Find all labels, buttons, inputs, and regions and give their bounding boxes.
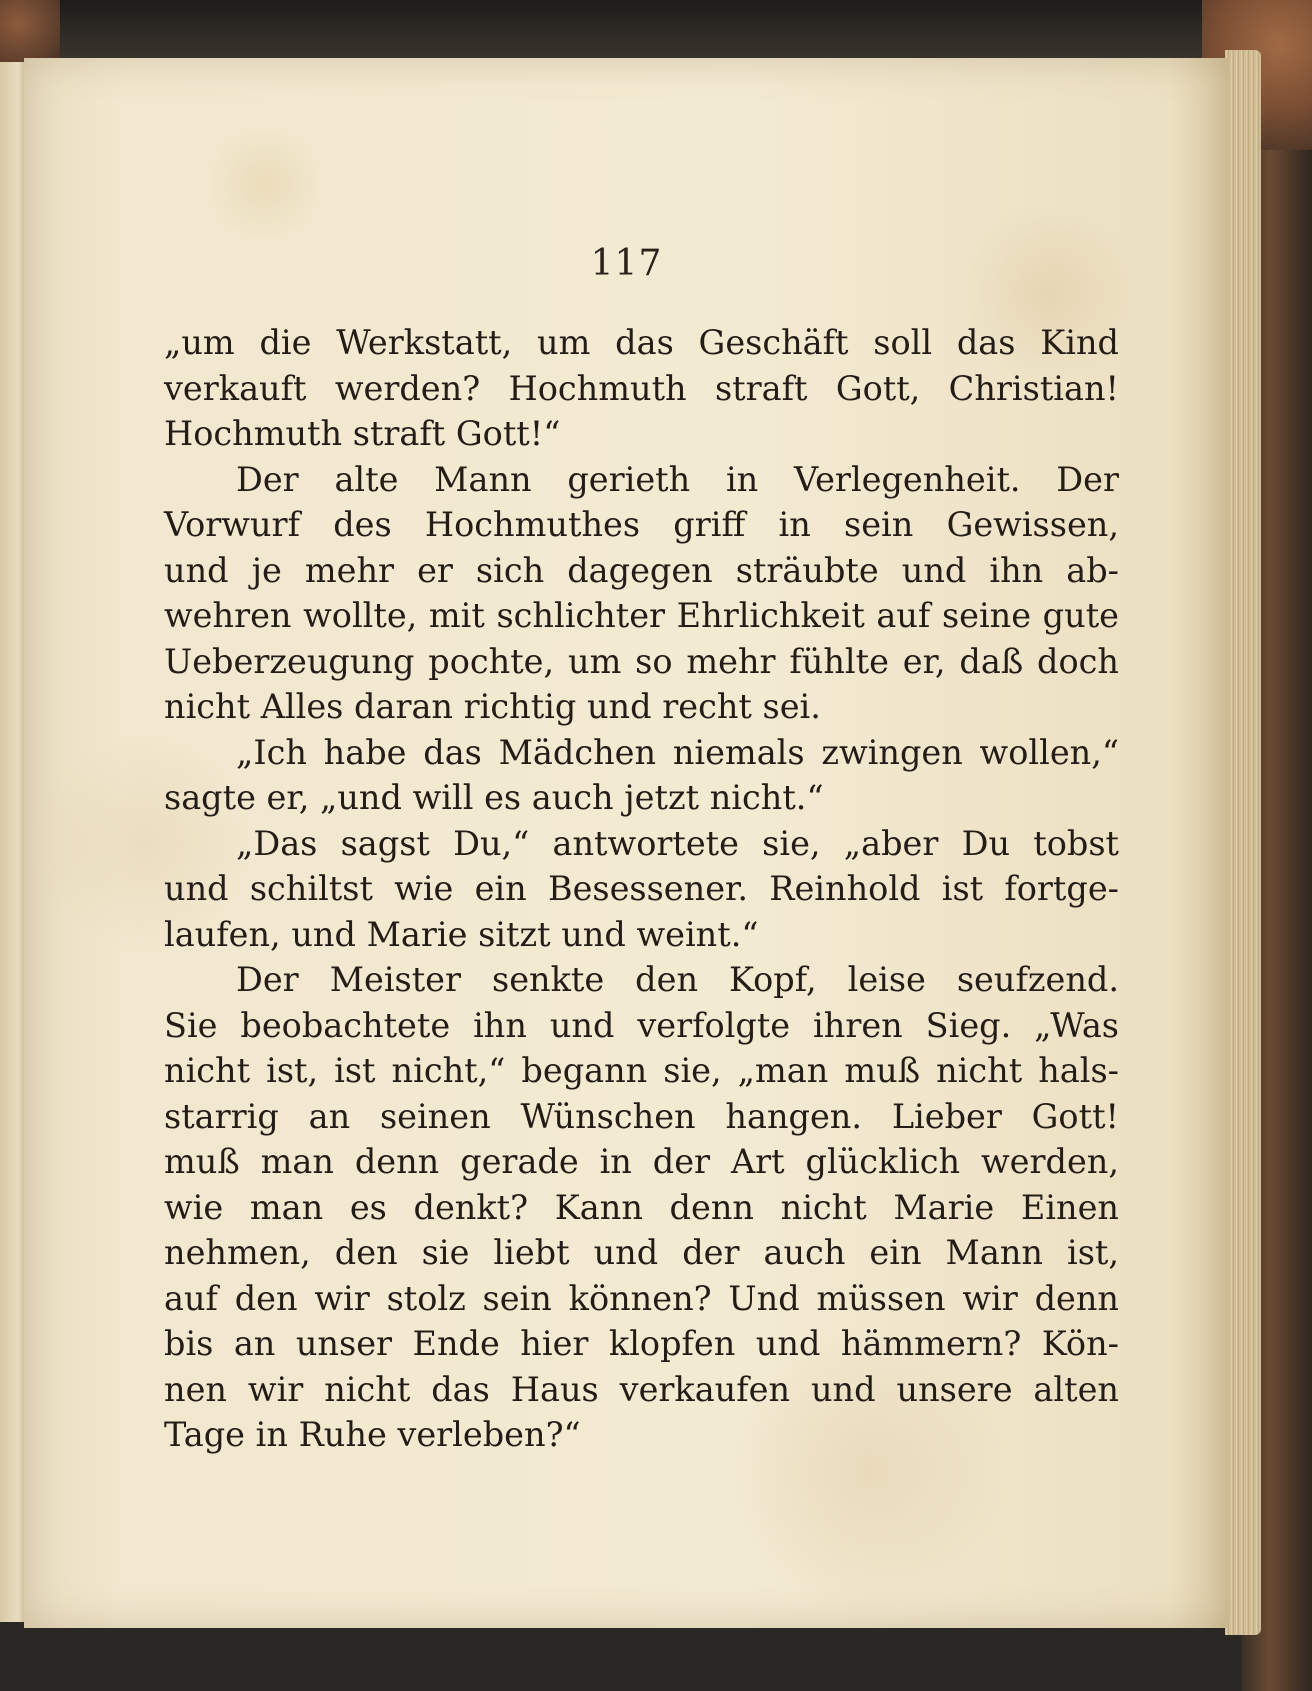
text-line: nehmen, den sie liebt und der auch ein Mann ist, xyxy=(164,1233,1119,1272)
text-line: Hochmuth straft Gott!“ xyxy=(164,414,561,453)
text-line: Der Meister senkte den Kopf, leise seufzend. xyxy=(236,960,1119,999)
text-line: wehren wollte, mit schlichter Ehrlichkeit auf seine gute xyxy=(164,596,1119,635)
text-line: nen wir nicht das Haus verkaufen und unsere alten xyxy=(164,1369,1119,1409)
text-line: Tage in Ruhe verleben?“ xyxy=(164,1415,581,1454)
text-line: bis an unser Ende hier klopfen und hämmern? Kön- xyxy=(164,1324,1119,1363)
book-cover-top xyxy=(0,0,1312,60)
text-line: „Das sagst Du,“ antwortete sie, „aber Du tobst xyxy=(236,823,1119,863)
text-line: und schiltst wie ein Besessener. Reinhold ist fortge- xyxy=(164,869,1119,908)
text-line: Ueberzeugung pochte, um so mehr fühlte er, daß doch xyxy=(164,641,1119,681)
text-line: „Ich habe das Mädchen niemals zwingen wollen,“ xyxy=(236,732,1119,772)
text-line: laufen, und Marie sitzt und weint.“ xyxy=(164,914,759,954)
text-line: verkauft werden? Hochmuth straft Gott, Christian! xyxy=(164,368,1119,408)
text-line: muß man denn gerade in der Art glücklich werden, xyxy=(164,1142,1119,1181)
text-line: sagte er, „und will es auch jetzt nicht.“ xyxy=(164,778,824,817)
book-page xyxy=(24,58,1229,1628)
page-text xyxy=(164,320,1119,1458)
text-line: nicht Alles daran richtig und recht sei. xyxy=(164,687,821,726)
text-line: wie man es denkt? Kann denn nicht Marie Einen xyxy=(164,1187,1119,1227)
text-line: Sie beobachtete ihn und verfolgte ihren Sieg. „Was xyxy=(164,1005,1119,1045)
page-number: 117 xyxy=(590,243,663,284)
text-line: und je mehr er sich dagegen sträubte und ihn ab- xyxy=(164,550,1119,590)
text-line: Der alte Mann gerieth in Verlegenheit. Der xyxy=(236,459,1119,499)
text-line: starrig an seinen Wünschen hangen. Lieber Gott! xyxy=(164,1096,1119,1136)
text-line: Vorwurf des Hochmuthes griff in sein Gewissen, xyxy=(164,505,1119,544)
text-line: nicht ist, ist nicht,“ begann sie, „man muß nicht hals- xyxy=(164,1051,1119,1090)
facing-page-edge xyxy=(0,62,26,1622)
page-edges xyxy=(1225,50,1261,1635)
text-line: auf den wir stolz sein können? Und müssen wir denn xyxy=(164,1278,1119,1318)
text-line: „um die Werkstatt, um das Geschäft soll das Kind xyxy=(164,323,1119,362)
